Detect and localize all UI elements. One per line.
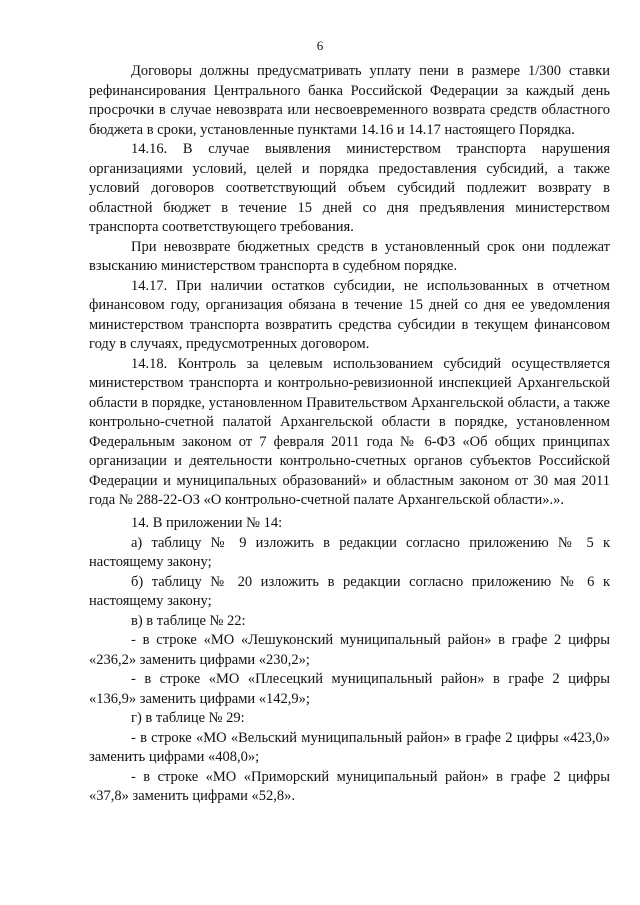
page-number: 6 xyxy=(316,38,324,53)
amendment-subitem: - в строке «МО «Плесецкий муниципальный район» в графе 2 цифры «136,9» заменить цифрами «142,9»; xyxy=(89,671,610,707)
paragraph-recovery: При невозврате бюджетных средств в установленный срок они подлежат взысканию министерством транспорта в судебном порядке. xyxy=(89,238,610,274)
amendment-heading: 14. В приложении № 14: xyxy=(131,515,283,531)
amendment-item-v: в) в таблице № 22: xyxy=(131,612,246,629)
paragraph-14-16: 14.16. В случае выявления министерством транспорта нарушения организациями условий, целей и порядка предоставления субсидий, а также условий договоров соответствующий объем субсидий подлежит возврату в областной бюджет в течение 15 дней со дня предъявления министерством транспорта соответствующего требования. xyxy=(89,141,610,235)
paragraph-penalty: Договоры должны предусматривать уплату пени в размере 1/300 ставки рефинансирования Центрального банка Российской Федерации за каждый день просрочки в случае невозврата или несвоевременного возврата средств областного бюджета в сроки, установленные пунктами 14.16 и 14.17 настоящего Порядка. xyxy=(89,63,610,138)
amendment-item-g: г) в таблице № 29: xyxy=(131,710,245,726)
paragraph-14-18: 14.18. Контроль за целевым использованием субсидий осуществляется министерством транспорта и контрольно-ревизионной инспекцией Архангельской области в порядке, установленном Правительством Архангельской области, а также контрольно-счетной палатой Архангельской области в порядке, установленном Федеральным законом от 7 февраля 2011 года № 6-ФЗ «Об общих принципах организации и деятельности контрольно-счетных органов субъектов Российской Федерации и муниципальных образований» и областным законом от 30 мая 2011 года № 288-22-ОЗ «О контрольно-счетной палате Архангельской области».». xyxy=(89,355,610,508)
paragraph-14-17: 14.17. При наличии остатков субсидии, не использованных в отчетном финансовом году, организация обязана в течение 15 дней со дня ее уведомления министерством транспорта возвратить средства субсидии в текущем финансовом году в случаях, предусмотренных договором. xyxy=(89,277,610,352)
amendment-subitem: - в строке «МО «Лешуконский муниципальный район» в графе 2 цифры «236,2» заменить цифрами «230,2»; xyxy=(89,632,610,668)
amendment-subitem: - в строке «МО «Вельский муниципальный район» в графе 2 цифры «423,0» заменить цифрами «408,0»; xyxy=(89,729,610,765)
amendment-item-a: а) таблицу № 9 изложить в редакции согласно приложению № 5 к настоящему закону; xyxy=(89,534,610,570)
amendment-item-b: б) таблицу № 20 изложить в редакции согласно приложению № 6 к настоящему закону; xyxy=(89,573,610,609)
amendments-list xyxy=(89,514,610,807)
amendment-subitem: - в строке «МО «Приморский муниципальный район» в графе 2 цифры «37,8» заменить цифрами «52,8». xyxy=(89,768,610,804)
document-body xyxy=(89,62,610,511)
